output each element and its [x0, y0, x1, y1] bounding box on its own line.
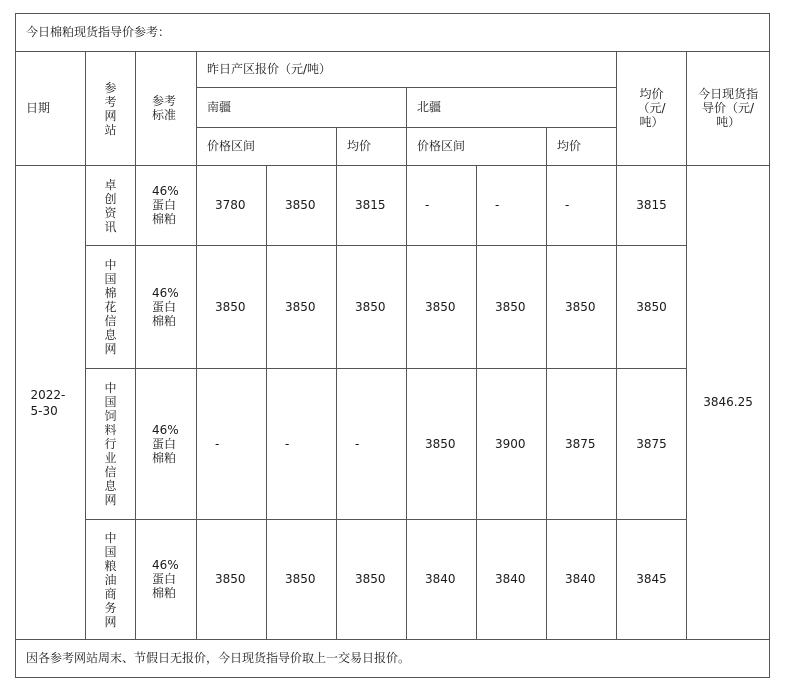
header-overall-avg: 均价（元/吨） [617, 52, 687, 166]
south-avg: 3850 [337, 520, 407, 640]
north-high: - [477, 166, 547, 246]
row-avg: 3875 [617, 369, 687, 520]
south-avg: 3815 [337, 166, 407, 246]
south-high: 3850 [267, 166, 337, 246]
south-avg: - [337, 369, 407, 520]
north-low: 3850 [407, 369, 477, 520]
north-low: - [407, 166, 477, 246]
header-date: 日期 [16, 52, 86, 166]
header-standard: 参考标准 [136, 52, 197, 166]
north-low: 3840 [407, 520, 477, 640]
standard-cell: 46%蛋白棉粕 [136, 166, 197, 246]
table-row [16, 369, 770, 520]
row-avg: 3850 [617, 246, 687, 369]
north-low: 3850 [407, 246, 477, 369]
south-high: 3850 [267, 246, 337, 369]
footnote: 因各参考网站周末、节假日无报价，今日现货指导价取上一交易日报价。 [16, 640, 770, 678]
header-today-price: 今日现货指导价（元/吨） [687, 52, 770, 166]
south-high: 3850 [267, 520, 337, 640]
north-high: 3850 [477, 246, 547, 369]
site-cell: 中国饲料行业信息网 [86, 369, 136, 520]
standard-cell: 46%蛋白棉粕 [136, 520, 197, 640]
header-north-range: 价格区间 [407, 128, 547, 166]
header-north: 北疆 [407, 88, 617, 128]
row-avg: 3845 [617, 520, 687, 640]
site-cell: 中国棉花信息网 [86, 246, 136, 369]
south-low: - [197, 369, 267, 520]
north-high: 3840 [477, 520, 547, 640]
north-high: 3900 [477, 369, 547, 520]
header-south: 南疆 [197, 88, 407, 128]
header-north-avg: 均价 [547, 128, 617, 166]
header-south-range: 价格区间 [197, 128, 337, 166]
today-price-value: 3846.25 [687, 166, 770, 640]
south-low: 3850 [197, 520, 267, 640]
header-site: 参考网站 [86, 52, 136, 166]
table-row [16, 246, 770, 369]
site-cell: 中国粮油商务网 [86, 520, 136, 640]
north-avg: 3850 [547, 246, 617, 369]
standard-cell: 46%蛋白棉粕 [136, 369, 197, 520]
site-cell: 卓创资讯 [86, 166, 136, 246]
south-high: - [267, 369, 337, 520]
header-yesterday-quote: 昨日产区报价（元/吨） [197, 52, 617, 88]
standard-cell: 46%蛋白棉粕 [136, 246, 197, 369]
row-avg: 3815 [617, 166, 687, 246]
north-avg: 3875 [547, 369, 617, 520]
north-avg: 3840 [547, 520, 617, 640]
south-low: 3780 [197, 166, 267, 246]
header-south-avg: 均价 [337, 128, 407, 166]
south-avg: 3850 [337, 246, 407, 369]
table-row [16, 520, 770, 640]
south-low: 3850 [197, 246, 267, 369]
north-avg: - [547, 166, 617, 246]
price-table [15, 13, 770, 678]
table-row [16, 166, 770, 246]
date-cell: 2022-5-30 [16, 166, 86, 640]
table-title: 今日棉粕现货指导价参考： [16, 14, 770, 52]
